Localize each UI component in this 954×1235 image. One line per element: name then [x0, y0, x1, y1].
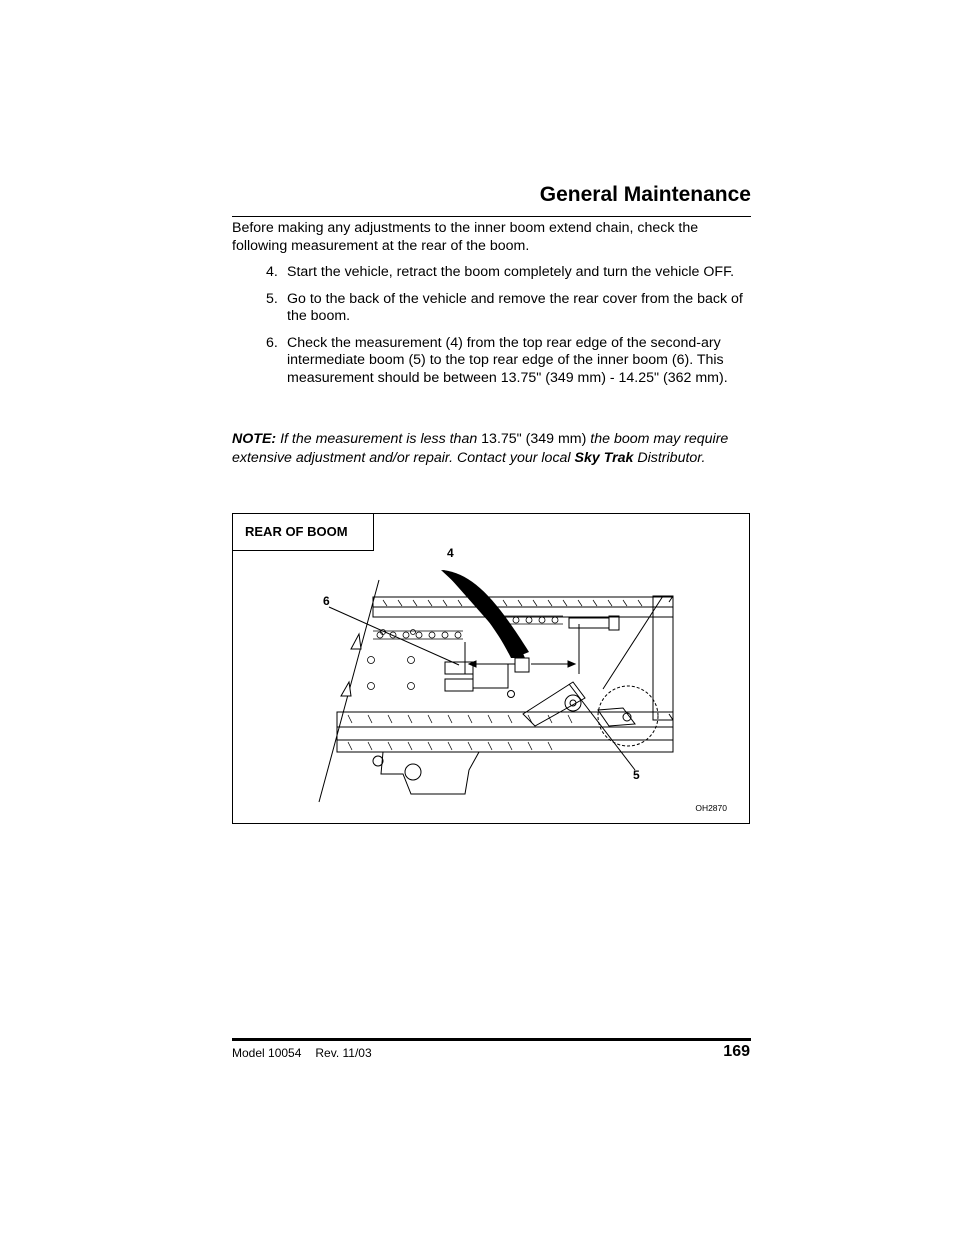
revision: Rev. 11/03 [315, 1046, 372, 1060]
step-list [266, 264, 751, 396]
step-number: 4. [266, 264, 278, 280]
boom-illustration [233, 514, 749, 823]
figure-code: OH2870 [695, 803, 727, 813]
step-number: 5. [266, 290, 278, 307]
step-text: Start the vehicle, retract the boom completely and turn the vehicle OFF. [287, 264, 735, 280]
step-text: Check the measurement (4) from the top rear edge of the second-ary intermediate boom (5) to the top rear edge of the inner boom (6). This measurement should be between 13.75" (349 mm) - 14.25" (362 mm). [287, 334, 728, 386]
list-item [266, 335, 751, 388]
note-label: NOTE: [232, 431, 277, 447]
callout-6: 6 [323, 594, 330, 608]
note-text: the boom may require extensive adjustment and/or repair. Contact your local [232, 431, 729, 466]
note-text: If the measurement is less than [276, 431, 482, 447]
footer-divider [232, 1038, 751, 1041]
figure-label: REAR OF BOOM [233, 514, 374, 551]
page-title: General Maintenance [539, 183, 751, 206]
page-number: 169 [723, 1043, 750, 1060]
model-number: Model 10054 [232, 1046, 302, 1060]
boom-figure [232, 513, 750, 824]
title-divider [232, 216, 751, 217]
note-text: Distributor. [633, 449, 706, 466]
callout-4: 4 [447, 546, 454, 560]
callout-5: 5 [633, 768, 640, 782]
note-value: 13.75" (349 mm) [481, 431, 587, 447]
step-text: Go to the back of the vehicle and remove the rear cover from the back of the boom. [287, 290, 743, 324]
brand-name: Sky Trak [574, 449, 634, 466]
step-number: 6. [266, 334, 278, 351]
list-item [266, 264, 751, 282]
note-paragraph [232, 430, 751, 467]
intro-paragraph: Before making any adjustments to the inner boom extend chain, check the following measurement at the rear of the boom. [232, 220, 699, 254]
list-item [266, 291, 751, 326]
footer-info [232, 1046, 386, 1060]
